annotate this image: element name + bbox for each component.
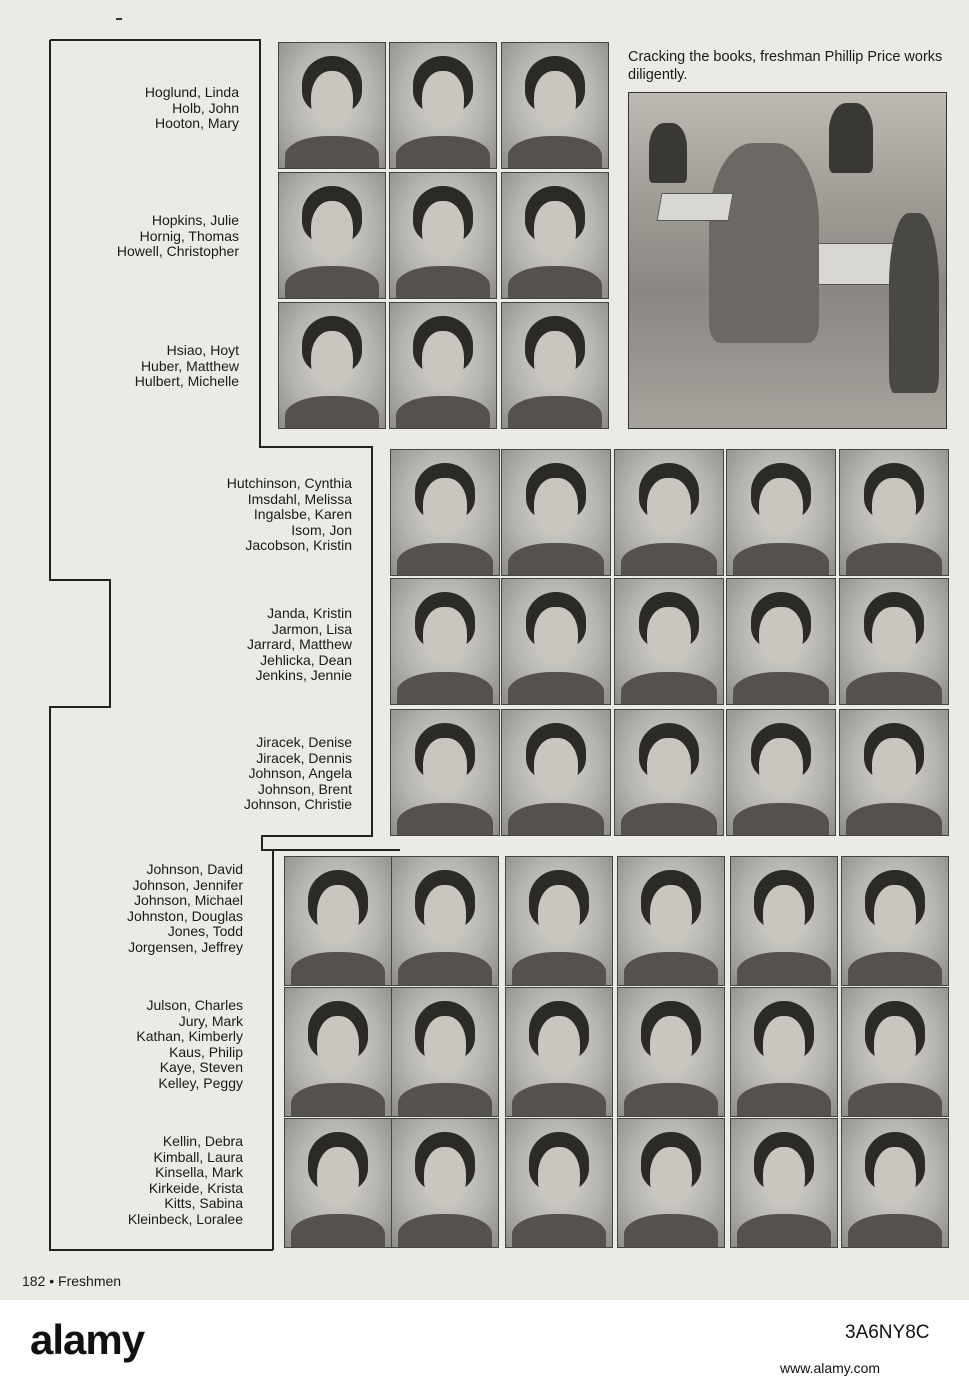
student-portrait: [284, 987, 392, 1117]
student-name: Kirkeide, Krista: [148, 1179, 243, 1196]
student-portrait: [841, 1118, 949, 1248]
student-name: Johnston, Douglas: [127, 907, 243, 924]
student-name: Jorgensen, Jeffrey: [128, 938, 243, 955]
student-portrait: [390, 449, 500, 576]
image-id: 3A6NY8C: [845, 1322, 930, 1343]
student-name: Imsdahl, Melissa: [247, 490, 352, 507]
student-portrait: [726, 449, 836, 576]
student-portrait: [617, 856, 725, 986]
student-name: Ingalsbe, Karen: [253, 506, 352, 523]
student-name: Kaus, Philip: [169, 1043, 243, 1060]
student-portrait: [617, 1118, 725, 1248]
student-name: Jarmon, Lisa: [271, 620, 352, 637]
student-portrait: [839, 449, 949, 576]
student-name: Kleinbeck, Loralee: [127, 1210, 243, 1227]
student-name: Kelley, Peggy: [158, 1074, 243, 1091]
student-name: Jenkins, Jennie: [255, 667, 352, 684]
student-portrait: [726, 578, 836, 705]
student-name: Hopkins, Julie: [151, 212, 239, 228]
student-name: Jehlicka, Dean: [260, 651, 352, 668]
student-portrait: [284, 1118, 392, 1248]
student-name: Howell, Christopher: [116, 243, 239, 260]
student-name: Jiracek, Dennis: [256, 749, 352, 766]
classroom-photo: [628, 92, 947, 429]
student-portrait: [730, 856, 838, 986]
student-name: Jury, Mark: [178, 1012, 243, 1029]
names-group-4: [227, 476, 352, 554]
student-portrait: [501, 172, 609, 299]
names-group-7: [127, 862, 243, 956]
student-portrait: [391, 1118, 499, 1248]
page-footer: 182 • Freshmen: [22, 1273, 122, 1289]
names-group-5: [247, 606, 352, 684]
student-portrait: [389, 172, 497, 299]
student-name: Janda, Kristin: [267, 605, 352, 621]
student-portrait: [839, 578, 949, 705]
student-name: Johnson, David: [146, 861, 243, 877]
student-portrait: [278, 42, 386, 169]
student-portrait: [505, 987, 613, 1117]
student-name: Jarrard, Matthew: [246, 636, 352, 653]
names-group-3: [135, 343, 239, 390]
student-name: Johnson, Brent: [257, 780, 352, 797]
names-group-8: [136, 998, 243, 1092]
student-portrait: [730, 1118, 838, 1248]
student-portrait: [505, 856, 613, 986]
student-name: Hooton, Mary: [154, 115, 239, 132]
student-portrait: [391, 987, 499, 1117]
watermark-bar: [0, 1300, 969, 1390]
student-portrait: [839, 709, 949, 836]
student-name: Johnson, Jennifer: [132, 876, 243, 893]
student-portrait: [614, 449, 724, 576]
student-name: Hoglund, Linda: [144, 84, 239, 100]
names-group-2: [117, 213, 239, 260]
names-group-6: [244, 735, 352, 813]
student-portrait: [278, 302, 386, 429]
student-name: Jones, Todd: [167, 923, 243, 940]
student-portrait: [389, 302, 497, 429]
student-name: Hsiao, Hoyt: [166, 342, 239, 358]
student-portrait: [278, 172, 386, 299]
student-portrait: [617, 987, 725, 1117]
names-group-1: [145, 85, 239, 132]
student-portrait: [505, 1118, 613, 1248]
student-name: Johnson, Michael: [134, 892, 243, 909]
student-portrait: [389, 42, 497, 169]
student-portrait: [501, 449, 611, 576]
student-portrait: [730, 987, 838, 1117]
student-portrait: [614, 709, 724, 836]
student-portrait: [391, 856, 499, 986]
names-group-9: [128, 1134, 243, 1228]
student-name: Kellin, Debra: [162, 1133, 243, 1149]
student-portrait: [501, 578, 611, 705]
student-name: Holb, John: [172, 99, 239, 116]
site-url: www.alamy.com: [780, 1360, 881, 1376]
student-portrait: [841, 856, 949, 986]
student-portrait: [501, 302, 609, 429]
student-name: Huber, Matthew: [140, 357, 239, 374]
student-portrait: [284, 856, 392, 986]
photo-caption: Cracking the books, freshman Phillip Price works diligently.: [628, 49, 943, 83]
student-name: Jacobson, Kristin: [245, 537, 352, 554]
student-name: Johnson, Christie: [243, 796, 352, 813]
student-portrait: [501, 709, 611, 836]
alamy-logo: alamy: [30, 1316, 145, 1363]
student-name: Kaye, Steven: [159, 1059, 243, 1076]
student-portrait: [614, 578, 724, 705]
student-name: Julson, Charles: [146, 997, 243, 1013]
student-name: Hutchinson, Cynthia: [226, 475, 352, 491]
student-name: Hornig, Thomas: [139, 227, 239, 244]
student-name: Kathan, Kimberly: [136, 1028, 243, 1045]
student-name: Hulbert, Michelle: [134, 373, 239, 390]
student-name: Isom, Jon: [291, 521, 352, 538]
student-portrait: [390, 709, 500, 836]
student-portrait: [390, 578, 500, 705]
student-name: Johnson, Angela: [248, 765, 352, 782]
student-name: Kitts, Sabina: [164, 1195, 243, 1212]
student-name: Jiracek, Denise: [256, 734, 352, 750]
student-portrait: [841, 987, 949, 1117]
student-name: Kimball, Laura: [153, 1148, 243, 1165]
student-portrait: [726, 709, 836, 836]
student-portrait: [501, 42, 609, 169]
student-name: Kinsella, Mark: [155, 1164, 243, 1181]
